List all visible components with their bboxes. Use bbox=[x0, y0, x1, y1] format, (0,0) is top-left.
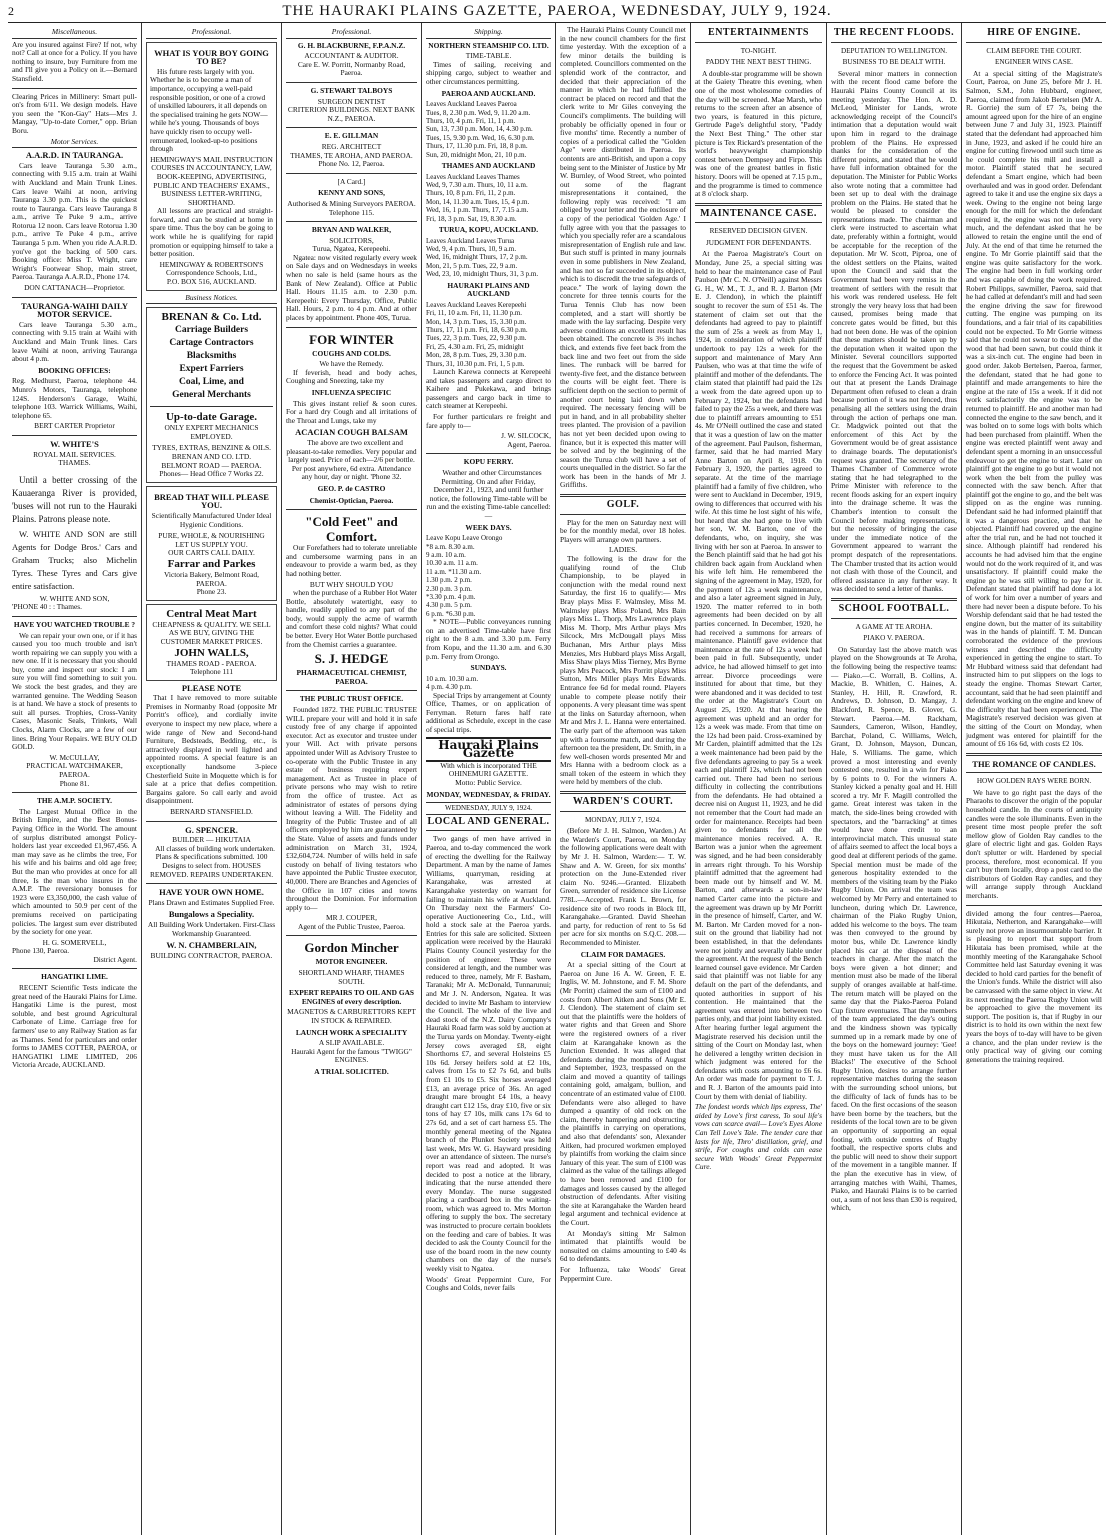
section-miscellaneous: Miscellaneous. bbox=[12, 28, 137, 39]
influenza-text: This gives instant relief & soon cures. For a hard dry Cough and all irritations of the Throat and Lungs, take my bbox=[286, 398, 417, 425]
gazette-subtitle: With which is incorporated THE OHINEMURI GAZETTE. bbox=[440, 760, 537, 779]
tk-row: Wed, 23, 10, midnight Thurs, 31, 3 p.m. bbox=[426, 270, 539, 279]
bryan-name: BRYAN AND WALKER, bbox=[311, 225, 392, 235]
bryan-text: Ngatea: now visited regularly every week on Sale days and on Wednesdays in weeks when no sale is held (same hours as the Bank of New Zealand). Office at Public Hall. Hours 11.15 a.m. to 2.30 p.m. Kerepeehi: Every Thursday, Office, Public Hall. Hours, 2 p.m. to 4 p.m. And at other places by appointment. Phone 40S, Turua. bbox=[286, 252, 417, 323]
millinery-ad: Clearing Prices in Millinery: Smart pull-on's from 6/11. We design models. Have you seen the "Kon-Gay" Hats—Mrs J. Mangay, "Up-to-date Corner," opp. Brian Boru. bbox=[12, 91, 137, 135]
castro-name: GEO. P. de CASTRO bbox=[317, 483, 386, 493]
tk-row: Wed, 16, midnight Thurs, 17, 2 p.m. bbox=[426, 253, 528, 262]
cold-feet-text-2: when the purchase of a Rubber Hot Water Bottle, absolutely watertight, easy to handle, readily applied to any part of the body, would supply the acme of warmth and comfort these cold nights? What could be better. Every Hot Water Bottle purchased from the Chemist carries a guarantee. bbox=[286, 588, 417, 649]
ta-row: Fri, 18, 3 p.m. Sat, 19, 8.30 a.m. bbox=[426, 214, 517, 223]
launch-text: Launch Karewa connects at Kerepeehi and takes passengers and cargo direct to Kaihere and Pukekawa, and brings passengers and cargo back in time to catch steamer at Kerepeehi. bbox=[426, 367, 551, 411]
talboys-role: SURGEON DENTIST bbox=[317, 96, 386, 106]
floods-title: THE RECENT FLOODS. bbox=[833, 27, 955, 38]
castro-role: Chemist-Optician, Paeroa. bbox=[309, 495, 394, 505]
warden-text: (Before Mr J. H. Salmon, Warden.) At the Warden's Court, Paeroa, on Monday the following applications were dealt with by Mr J. H. Salmon, Warden:— T. W. Shaw and A. W. Green, for six months' protection on the June-Extended river claim No. 9246.—Granted. Elizabeth Green, surrender of residence site License 778L.—Accepted. Frank L. Brown, for residence site of two roods in Block III, Karangahake.—Granted. David Sheehan and party, for reduction of rent to 5s 6d per acre for six months on S.Q.C. 208.—Recommended to Minister. bbox=[560, 826, 686, 947]
ta-row: Thurs, 10, 8 p.m. Fri, 11, 2 p.m. bbox=[426, 189, 516, 198]
hp-row: Fri, 25, 4.30 a.m. Fri, 25, midnight bbox=[426, 342, 524, 351]
white-subtitle: ROYAL MAIL SERVICES. bbox=[33, 449, 116, 459]
watch-phone: Phone 81. bbox=[59, 778, 90, 788]
hp-row: Thurs, 17, 11 p.m. Fri, 18, 6.30 p.m. bbox=[426, 326, 528, 335]
hp-row: Fri, 11, 10 a.m. Fri, 11, 11.30 p.m. bbox=[426, 309, 523, 318]
column-1 bbox=[8, 23, 142, 1535]
home-role: BUILDING CONTRACTOR, PAEROA. bbox=[150, 950, 273, 960]
garage-text: ONLY EXPERT MECHANICS EMPLOYED. bbox=[164, 423, 259, 441]
blackburne-address: Care E. W. Porritt, Normanby Road, Paeroa. bbox=[297, 59, 406, 78]
maintenance-judgment: JUDGMENT FOR DEFENDANTS. bbox=[705, 238, 812, 247]
winter-text: If feverish, head and body aches, Coughing and Sneezing, take my bbox=[286, 367, 417, 386]
masthead bbox=[0, 0, 1114, 22]
maintenance-subtitle: RESERVED DECISION GIVEN. bbox=[709, 227, 808, 236]
watch-role: PRACTICAL WATCHMAKER, PAEROA. bbox=[26, 761, 123, 779]
waihi-title: TAURANGA-WAIHI DAILY MOTOR SERVICE. bbox=[21, 300, 128, 320]
watch-text: We can repair your own one, or if it has caused you too much trouble and isn't worth repairing we can supply you with a new one. If it is necessary that you should buy, come and inspect our stock: I am sure you will find something to suit you. We stock the best grades, and they are warranted genuine. The Wedding Season is at hand. We have a stock of presents to suit all purses. Trophies, Cross-Vanity Cases, Masonic Seals, Trinkets, Wall Clocks, Alarm Clocks, are a few of our lines. Bring Your Repairs. WE BUY OLD GOLD. bbox=[12, 630, 137, 752]
hire-subtitle-2: ENGINEER WINS CASE. bbox=[995, 58, 1073, 67]
trust-agent: MR J. COUPER, bbox=[326, 913, 377, 923]
hp-row: Tues, 22, 3 p.m. Tues, 22, 9.30 p.m. bbox=[426, 334, 527, 343]
hp-row: Mon, 14, 3 p.m. Tues, 15, 3.30 p.m. bbox=[426, 317, 527, 326]
aard-text: Cars leave Tauranga 5.30 a.m., connecting with 9.15 a.m. train at Waihi with Auckland and Main Trunk Lines. Cars leave Waihi at noon, arriving Tauranga 3.30 p.m. This is the quickest route to Tauranga. Cars leave Tauranga 8 a.m., arrive Te Puke 9 a.m., arrive Rotorua 12 noon. Cars leave Rotorua 1.30 p.m., arrive Te Puke 4 p.m., arrive Tauranga 5 p.m. When you ride A.A.R.D. you've got the backing of 500 cars. Booking office: Miss T. Wright, care Wright's Footwear Shop, main street, Paeroa. Tauranga A.A.R.D., Phone 174. bbox=[12, 160, 137, 282]
silcock-name: J. W. SILCOCK, bbox=[501, 431, 551, 441]
kopu-sundays: SUNDAYS. bbox=[470, 663, 507, 673]
meat-address: THAMES ROAD - PAEROA. bbox=[166, 658, 257, 668]
gazette-nameplate: Hauraki Plains Gazette bbox=[426, 737, 551, 762]
farrar-address: Victoria Bakery, Belmont Road, bbox=[164, 569, 259, 579]
brenan-line-5: General Merchants bbox=[172, 390, 251, 401]
insurance-ad: Are you insured against Fire? If not, why not? Call at once for a Policy. If you have nothing to insure, buy Furniture from me and I'll give you a Policy on it.—Bernard Stansfield. bbox=[12, 39, 137, 83]
mincher-name: Gordon Mincher bbox=[304, 940, 399, 956]
steamship-text: Times of sailing, receiving and shipping cargo, subject to weather and other circumstances permitting. bbox=[426, 59, 551, 86]
kopu-head: Leave Kopu Leave Orongo bbox=[426, 534, 503, 543]
maintenance-text: At the Paeroa Magistrate's Court on Monday, June 25, a special sitting was held to hear the maintenance case of Paul Paulson (Mr C. N. O'Neill) against Messrs G. H., W. M., T. J., and R. J. Barton (Mr E. J. Clendon), in which the plaintiff sought to recover the sum of £51 4s. The statement of claim set out that the defendants had agreed to pay to plaintiff the sum of 25s a week as from May 1, 1924, in consideration of which plaintiff undertook to pay 12s a week for the support and maintenance of Mary Ann Paulsen, who was at that time the wife of plaintiff and mother of the defendants. The claim stated that plaintiff had paid the 12s a week from the date agreed upon up to February 2, 1924, but the defendants had failed to pay the 25s a week, and there was due to plaintiff arrears amounting to £51 4s. Mr O'Neill outlined the case and stated that it was a question of law on the matter of the agreement. Paul Paulson, fisherman, farmer, said that he had married Mary Anne Barton on April 8, 1918. On February 3, 1920, the parties agreed to separate. At the time of the marriage plaintiff had a family of five children, who were sent to Auckland in December, 1919, owing to differences that occurred with his wife. At this time he lost sight of his wife, but heard that she had gone to live with her son, W. M. Barton, one of the defendants, who, on inquiry, she was living with her son at Paeroa. In answer to the Bench plaintiff said that he had got his children back again from Auckland when his wife left him. He remembered the signing of the agreement in May, 1920, for the payment of 12s a week maintenance, and also a later agreement signed in July, 1920. The matter referred to in both agreements had been decided on by all parties concerned. In December, 1920, he had received a summons for arrears of maintenance. Plaintiff gave evidence that maintenance at the rate of 12s a week had been paid in full. Subsequently, under advice, he had allowed himself to get into arrear. Divorce proceedings were instituted for about that time, but they were abandoned and it was decided to test the order at the Magistrate's Court on August 25, 1920. At that hearing the agreement was upheld and an order for 12s a week was made. From that time on the 12s had been paid. Cross-examined by Mr Carden, plaintiff admitted that the 12s a week maintenance had been paid by the five defendants agreeing to pay 5s a week each and plaintiff 12s, which had not been carried out. There had been no serious difficulty in collecting the contributions from the defendants. He had obtained a decree nisi on August 11, 1923, and he did not remember that the Court had made an order for maintenance. Receipts had been given to defendants for all the maintenance monies received. A. R. Barton was a junior when the agreement was signed, and he had been considerably in arrears right through. To his Worship plaintiff admitted that the agreement had been made out by himself and W. M. Barton, and afterwards a son-in-law named Carter came into the picture and the agreement was drawn up by Mr Porritt in the presence of himself, Carter, and W. M. Barton. Mr Carden moved for a non-suit on the ground that liability had not been established, in that the defendants were not jointly and severally liable under the agreement. At the request of the Bench learned counsel gave evidence. Mr Carden said that plaintiff was not liable for any default on the part of the defendants, and quoted authorities in support of his contention. He maintained that the agreement was entered into between two parties only, and that joint liability existed. After hearing further legal argument the Magistrate reserved his decision until the sitting of the Court on Monday last, when he delivered a lengthy written decision in which judgment was entered for the defendants with costs amounting to £6 6s. An order was made for payment to T. J. and R. J. Barton of the amounts paid into Court by them with denial of liability. bbox=[695, 249, 822, 1101]
woods-ad: Woods' Great Peppermint Cure, For Coughs and Colds, never fails bbox=[426, 1274, 551, 1293]
influenza-ad: For Influenza, take Woods' Great Peppermint Cure. bbox=[560, 1264, 686, 1283]
ta-head: Leaves Auckland Leaves Thames bbox=[426, 172, 520, 181]
golf-title: GOLF. bbox=[606, 499, 640, 511]
kopu-title: KOPU FERRY. bbox=[463, 457, 514, 467]
influenza-specific: INFLUENZA SPECIFIC bbox=[311, 388, 392, 397]
bread-text: Scientifically Manufactured Under Ideal Hygienic Conditions. bbox=[151, 510, 272, 529]
boy-text-2: All lessons are practical and straight-forward, and can be studied at home in spare time. Thus the boy can be going to work while he is qualifying for rapid promotion or equipping himself to take a better position. bbox=[150, 206, 273, 259]
boy-address: P.O. BOX 516, AUCKLAND. bbox=[166, 277, 257, 287]
claim-title: CLAIM FOR DAMAGES. bbox=[580, 949, 666, 959]
cough-balsam: ACACIAN COUGH BALSAM bbox=[295, 427, 408, 438]
entertainments-paddy: PADDY THE NEXT BEST THING. bbox=[705, 58, 812, 67]
amp-title: THE A.M.P. SOCIETY. bbox=[36, 796, 113, 806]
mincher-text: EXPERT REPAIRS TO OIL AND GAS ENGINES of every description. bbox=[288, 988, 415, 1006]
bryan-role: SOLICITORS, bbox=[329, 235, 374, 245]
home-title: HAVE YOUR OWN HOME. bbox=[159, 887, 264, 898]
entertainments-title: ENTERTAINMENTS bbox=[708, 27, 809, 38]
kopu-row: 9 a.m. 10 a.m. bbox=[426, 551, 466, 559]
farrar-phone: Phone 23. bbox=[196, 587, 227, 597]
section-business: Business Notices. bbox=[146, 294, 277, 305]
ta-row: Wed, 9, 7.30 a.m. Thurs, 10, 11 a.m. bbox=[426, 181, 528, 189]
brenan-line-0: Carriage Builders bbox=[174, 325, 249, 336]
section-motor-services: Motor Services. bbox=[12, 138, 137, 149]
newspaper-columns bbox=[8, 22, 1106, 1535]
winter-subtitle: COUGHS AND COLDS. bbox=[312, 348, 391, 358]
kopu-row: 10.30 a.m. 11 a.m. bbox=[426, 559, 478, 568]
silcock-role: Agent, Paeroa. bbox=[507, 439, 551, 449]
brenan-name: BRENAN & Co. Ltd. bbox=[161, 311, 262, 324]
kopu-note: * NOTE—Public conveyances running on an advertised Time-table have first right to the 8 a.m. and 3.30 p.m. Ferry from Kopu, and the 11.30 a.m. and 6.30 p.m. Ferry from Orongo. bbox=[426, 617, 551, 661]
gillman-phone: Phone No. 12, Paeroa. bbox=[318, 159, 385, 169]
gillman-role: REG. ARCHITECT bbox=[321, 141, 382, 151]
kopu-row: 4.30 p.m. 5 p.m. bbox=[426, 601, 472, 610]
lime-text: RECENT Scientific Tests indicate the great need of the Hauraki Plains for Lime. Hangatiki Lime is the purest, most soluble, and best ground Agricultural Carbonate of Lime. Carriage free for farmers' use to any Railway Station as far as Thames. Send for particulars and order forms to JAMES COTTER, PAEROA, or HANGATIKI LIME LIMITED, 206 Victoria Arcade, AUCKLAND. bbox=[12, 983, 137, 1070]
bread-carts: OUR CARTS CALL DAILY. bbox=[168, 548, 255, 558]
boy-firm-2: Correspondence Schools, Ltd., bbox=[166, 268, 257, 278]
football-text: On Saturday last the above match was played on the Showgrounds at Te Aroha, the following being the respective teams:— Piako.—C. Worrall, B. Collins, A. Mackie, B. Whitlen, C. Haines, A. Stanley, H. Hill, R. Crawford, R. Andrews, D. Johnson, D. Mangay, J. Blackford, R. Spence, B. Glover, G. Stewart. Paeroa.—M. Rackham, Saunders, Cameron, Wilson, Handley, Barchat, Poland, C. Williams, Welch, Grant, D. Johnson, Mayson, Duncan, Hale, S. Williams. The game, which proved a most interesting and evenly contested one, resulted in a win for Piako by 6 points to 0. For the winners A. Stanley kicked a penalty goal and H. Hill scored a try. Mr F. Magill controlled the game. Great interest was taken in the match, the side-lines being crowded with spectators, and the "barracking" at times would have done credit to an interprovincial match. This unusual state of affairs seemed to affect the local boys a good deal at different periods of the game. Special mention must be made of the generous hospitality extended to the members of the visiting team by the Piako Rugby Union. On arrival the team was welcomed by Mr Perry and entertained to luncheon, during which Dr. Lawrence, chairman of the Piako Rugby Union, added his welcome to the boys. The team was then conveyed to the ground by motor bus, while Dr. Lawrence kindly placed his car at the disposal of the teachers in charge. After the match the boys were given a hot dinner; and mention must also be made of the liberal supply of oranges available at half-time. The return match will be played on the same day that the Piako-Paeroa Poland Cup fixture eventuates. That the members of the team appreciated the day's outing and the kindness shown was typically summed up in a remark made by one of the boys on the homeward journey: 'Gee! they must have taken us for the All Blacks!' The executive of the School Rugby Union, desires to arrange further representative matches during the season with the surrounding school unions, but the difficulty of lack of funds has to be faced. On the first occasions of the season have been borne by the teachers, but the residents of the local town are to be given an opportunity of supporting an equal footing, with outside centres of Rugby football, the respective sports clubs and the public will need to show their support of the movement in a tangible manner. If the plan the executive has in view, of arranging matches with Waihi, Thames, Piako, and Hauraki Plains is to be carried out, a sum of not less than £30 is required, which, bbox=[831, 644, 957, 1213]
kopu-row: *8 a.m. 8.30 a.m. bbox=[426, 542, 475, 551]
bread-title: BREAD THAT WILL PLEASE YOU. bbox=[154, 491, 269, 511]
garage-title: Up-to-date Garage. bbox=[165, 411, 258, 424]
ta-title: THAMES AND AUCKLAND bbox=[441, 161, 536, 170]
column-4 bbox=[422, 23, 556, 1535]
garage-road: BELMONT ROAD — PAEROA. bbox=[161, 460, 262, 470]
home-work: All Building Work Undertaken. First-Class Workmanship Guaranteed. bbox=[147, 919, 276, 938]
spencer-text: All classes of building work undertaken. Plans & specifications submitted. 100 Designs to select from. HOUSES REMOVED. REPAIRS UNDERTAKEN. bbox=[149, 843, 275, 879]
boy-text: His future rests largely with you. Whether he is to become a man of importance, occupying a well-paid responsible position, or one of a crowd of unskilled labourers, it all depends on the specialised training he gets NOW—while he's young. Thousands of boys have quickly risen to occupy well-remunerated, looked-up-to positions through bbox=[150, 66, 268, 154]
white-son: W. WHITE AND SON, bbox=[39, 593, 110, 603]
pa-title: PAEROA AND AUCKLAND. bbox=[441, 88, 536, 98]
boy-title: WHAT IS YOUR BOY GOING TO BE? bbox=[154, 47, 269, 67]
ta-row: Mon, 14, 11.30 a.m. Tues, 15, 4 p.m. bbox=[426, 197, 530, 206]
masthead-title: THE HAURAKI PLAINS GAZETTE, PAEROA, WEDNESDAY, JULY 9, 1924. bbox=[282, 3, 832, 19]
local-general-title: LOCAL AND GENERAL. bbox=[427, 815, 550, 827]
cold-feet-title: "Cold Feet" and Comfort. bbox=[305, 514, 398, 545]
trust-agent-role: Agent of the Public Trustee, Paeroa. bbox=[298, 921, 405, 931]
hp-row: Thurs, 31, 10.30 p.m. Fri, 1, 5 p.m. bbox=[426, 359, 525, 368]
claim-text: At a special sitting of the Court at Paeroa on June 16 A. W. Green, F. E. Inglis, W. M. Johnstone, and F. M. Shore (Mr Porritt) claimed the sum of £100 and costs from Albert Aitken and Sons (Mr E. J. Clendon). The statement of claim set out that the plaintiffs were the holders of water rights and that Green and Shore were the registered owners of a river claim at Karangahake known as the Junction Extended. It was alleged that defendants during the months of August and September, 1923, trespassed on the claim and moved a quantity of tailings containing gold, amalgam, bullion, and concentrate of an estimated value of £100. Defendants were also alleged to have dumped a quantity of old rock on the claim, thereby hampering and obstructing the plaintiffs in carrying on operations, and also that defendants' son, Alexander Aitken, had procured workmen employed by plaintiffs from working the claim since January of this year. The sum of £100 was claimed as the value of the tailings alleged to have been removed and £100 for damages and losses caused by the alleged obstruction of defendants. After visiting the site at Karangahake the Warden heard legal argument and technical evidence at the Court. bbox=[560, 960, 686, 1227]
trust-text: Founded 1872. THE PUBLIC TRUSTEE WILL prepare your will and hold it in safe custody free of any charge if appointed executor. Act as executor and trustee under your Will. Act with private persons appointed under Will as Advisory Trustee to co-operate with the Public Trustee in any estate of business requiring expert management. Act as Trustee in place of private persons who may wish to retire from the office of trustee. Act as administrator of estates of persons dying without leaving a Will. The Fidelity and Integrity of the Public Trustee and of all officers employed by him are guaranteed by the State. Value of assets and funds under administration on March 31, 1924, £32,604,724. Number of wills held in safe custody on behalf of living testators who have appointed the Public Trustee executor, 40,000. There are Branches and Agencies of the Office in 107 cities and towns throughout the Dominion. For information apply to— bbox=[286, 705, 417, 912]
steamship-title: NORTHERN STEAMSHIP CO. LTD. bbox=[428, 40, 549, 50]
column-3 bbox=[282, 23, 422, 1535]
candles-subtitle: HOW GOLDEN RAYS WERE BORN. bbox=[976, 777, 1092, 786]
boy-firm: HEMINGWAY & ROBERTSON'S bbox=[159, 259, 264, 269]
column-7 bbox=[827, 23, 962, 1535]
gazette-days: MONDAY, WEDNESDAY, & FRIDAY. bbox=[426, 789, 551, 799]
meat-title: Central Meat Mart bbox=[166, 607, 257, 620]
hp-row: Mon, 28, 8 p.m. Tues, 29, 3.30 p.m. bbox=[426, 351, 527, 360]
golf-text-2: The following is the draw for the qualifying round of the Club Championship, to be played in conjunction with the medal round next Saturday, the first 16 to qualify:— Mrs Bray plays Miss F. Walmsley, Miss M. Walmsley plays Miss Poland, Mrs Bain plays Miss L. Thorp, Mrs Lawrence plays Miss M. Thorp, Mrs Arthur plays Mrs Silcock, Mrs McDougall plays Miss Buchanan, Mrs Arthur plays Miss Menzies, Mrs Hubbard plays Miss Argall, Miss Shaw plays Miss Tierney, Mrs Byrne plays Mrs Peacock, Mrs Porritt plays Miss Sutton, Mrs Miller plays Mrs Edwards. Entrance fee 6d for medal round. Players unable to compete please notify their opponents. A very pleasant time was spent at the links on Saturday afternoon, when Mr and Mrs J. L. Hanna were entertained. The early part of the afternoon was taken up with a foursome match, and during the afternoon tea the president, Dr. Smith, in a few well-chosen words presented Mr and Mrs Hanna with a bedroom clock as a small token of the esteem in which they were held by members of the club. bbox=[560, 554, 686, 787]
notice-name: BERNARD STANSFIELD. bbox=[170, 807, 253, 816]
brenan-line-2: Blacksmiths bbox=[186, 351, 237, 362]
boy-courses: HEMINGWAY'S MAIL INSTRUCTION COURSES IN ACCOUNTANCY, LAW, BOOK-KEEPING, ADVERTISING, PUBLIC AND TEACHERS' EXAMS., BUSINESS LETTER-WRITING, SHORTHAND. bbox=[150, 154, 273, 207]
meat-phone: Telephone 111 bbox=[189, 667, 234, 677]
garage-firm: BRENAN AND CO. LTD. bbox=[171, 452, 252, 461]
garage-items: TYRES, EXTRAS, BENZINE & OILS. bbox=[152, 443, 271, 453]
kopu-row: 6 p.m. *6.30 p.m. bbox=[426, 609, 476, 618]
aard-proprietor: DON CATTANACH—Proprietor. bbox=[24, 283, 125, 293]
winter-title: FOR WINTER bbox=[309, 331, 394, 347]
bryan-address: Turua, Ngatea, Kerepeehi. bbox=[312, 244, 391, 254]
notice-title: PLEASE NOTE bbox=[181, 682, 242, 693]
mincher-trial: A TRIAL SOLICITED. bbox=[314, 1067, 389, 1076]
kenny-name: KENNY AND SONS, bbox=[318, 188, 385, 198]
golf-text: Play for the men on Saturday next will be for the monthly medal, over 18 holes. Players will arrange own partners. bbox=[560, 517, 686, 544]
football-continued: divided among the four centres—Paeroa, Hikutaia, Netherton, and Karangahake—will surely not prove an insurmountable barrier. It is pleasing to report that support from Hikutaia has been promised, while at the monthly meeting of the Karangahake School Committee held last Saturday evening it was decided to hold card parties for the benefit of the Union's funds. While the district will also be canvassed with the same object in view. At its next meeting the Paeroa Rugby Union will be approached to give the movement its support. The position is, that if Rugby in our district is to hold its own within the next few years the boys of to-day will have to be given a chance, and the plan under review is the only practical way of giving our coming generations the training required. bbox=[966, 908, 1102, 1064]
football-subtitle-2: PIAKO V. PAEROA. bbox=[863, 634, 925, 643]
white-phone: 'PHONE 40 : : Thames. bbox=[12, 602, 82, 612]
candles-text: We have to go right past the days of the Pharaohs to discover the origin of the popular household candle. In the courts of antiquity candles were the sole illuminants. Even in the present time most people prefer the soft mellow glow of Golden Ray candles to the glare of electric light and gas. Golden Rays don't splutter or wilt. Hardened by special process, therefore, most economical. If you can't buy them locally, drop a post card to the distributors of Golden Ray candles, and they will arrange supply through Auckland merchants. bbox=[966, 787, 1102, 900]
kopu-weekdays: WEEK DAYS. bbox=[465, 522, 512, 532]
aard-title: A.A.R.D. IN TAURANGA. bbox=[25, 150, 124, 161]
bread-ad bbox=[146, 486, 277, 601]
candles-title: THE ROMANCE OF CANDLES. bbox=[972, 758, 1096, 769]
page-number: 2 bbox=[8, 4, 15, 18]
pa-row: Tues, 15, 9.30 p.m. Wed, 16, 6.30 p.m. bbox=[426, 133, 535, 142]
blackburne-name: G. H. BLACKBURNE, F.P.A.N.Z. bbox=[297, 40, 406, 50]
mincher-address: SHORTLAND WHARF, THAMES SOUTH. bbox=[298, 968, 405, 986]
column-6 bbox=[691, 23, 827, 1535]
hire-subtitle: CLAIM BEFORE THE COURT. bbox=[986, 46, 1082, 55]
garage-phones: Phones— Head Office 7 Works 22. bbox=[159, 469, 264, 479]
gillman-address: THAMES, TE AROHA, AND PAEROA. bbox=[290, 150, 413, 160]
floods-text: Several minor matters in connection with the recent flood came before the Hauraki Plains County Council at its meeting yesterday. The Hon. A. D. McLeod, Minister for Lands, wrote acknowledging receipt of the Council's intimation that a deputation would wait upon him in regard to the drainage problem of the Plains. He expressed thanks for the consideration of the different points, and stated that he would have full information obtained for the deputation. The Minister for Public Works also wrote noting that a committee had been set up to deal with the drainage problem on the Plains. He stated that he would be pleased to consider the representations made. The chairman and clerk were instructed to ascertain what date, preferably within a fortnight, would be acceptable for the reception of the deputation. Mr W. Scott, Piproa, one of the oldest settlers on the Plains, waited upon the Council and said that the Government had been very remiss in the treatment of settlers with the result that his work was rendered useless. He felt strongly the very heavy loss that had been caused, promises being made that concrete gates would be fitted, but this had not been done. He was of the opinion that these matters should be taken up by the deputation when it waited upon the Minister. Several councillors supported the request that the Government be asked to enforce the Fencing Act. It was pointed out that at present the Lands Drainage Department often refused to clean a drain because portion of it was not fenced, thus penalising all the settlers using the drain through the action of perhaps one man. Cr. Madgwick pointed out that the enforcement of this Act by the Government would be of great assistance to drainage boards. The deputationist's request was granted. The secretary of the Thames Chamber of Commerce wrote stating that he had telegraphed to the Prime Minister with reference to the recent floods asking for an expert inquiry into the drainage scheme. It was the Chamber's intention to consult the Council before making representations, but the necessity of bringing the case under the immediate notice of the Government appeared to warrant the prompt despatch of the representations. The Chamber trusted that its action would not clash with those of the Council, and offered assistance in any further way. It was decided to send a letter of thanks. bbox=[831, 68, 957, 594]
amp-phone: Phone 130, Paeroa. bbox=[12, 946, 70, 956]
watch-title: HAVE YOU WATCHED TROUBLE ? bbox=[13, 619, 136, 629]
local-general-text: Two gangs of men have arrived in Paeroa, and to-day commenced the work of erecting the dwelling for the Railway Department. A man by the name of James Williams, quarryman, residing at Karangahake, was arrested at Karangahake yesterday on warrant for failing to maintain his wife at Auckland. On Thursday next the Farmers' Co-operative Auctioneering Co., Ltd., will hold a stock sale at the Paeroa yards. Entries for this sale are solicited. Sixteen application were received by the Hauraki Plains County Council yesterday for the position of engineer. These were considered at length, and the number was reduced to three, namely, Mr F. Basham, Taranaki; Mr A. McDonald, Tunnarunui; and Mr J. N. Anderson, Ngatea. It was decided to invite Mr Basham to interview the Council. The whole of the live and dead stock of the N.Z. Dairy Company's Hauraki Road farm was sold by auction at the Turua yards on Monday. Twenty-eight Jersey cows averaged £8, eight Shorthorns £7, and several Holsteins £5 10s 6d. Jersey heifers sold at £2 10s, calves from 15s to £2 7s 6d, and bulls from £1 10s to £5. Six horses averaged £13, an average price of 36s. An aged draught mare brought £4 10s, a heavy draught cart £12 15s, dray £10, five or six tons of hay £7 10s, milk cans 17s 6d to 27s 6d, and a set of cart harness £5. The monthly general meeting of the Ngatea branch of the Plunket Society was held last week, Mrs W. G. Hayward presiding over an attendance of sixteen. The nurse's report was read and adopted. It was decided to post a notice at the library, indicating that the nurse attended there every Monday. The nurse suggested placing a cardboard box in the waiting-room, which was agreed to. Mrs Morton offering to supply the box. The secretary was instructed to procure certain booklets on the feeding and care of babies. It was decided to ask the County Council for the use of the board room in the new county chambers on the day of the nurse's weekly visit to Ngatea. bbox=[426, 834, 551, 1274]
hedge-role: PHARMACEUTICAL CHEMIST, PAEROA. bbox=[296, 668, 407, 686]
column-2 bbox=[142, 23, 282, 1535]
brenan-line-1: Cartage Contractors bbox=[169, 338, 254, 349]
white-agents: W. WHITE AND SON are still Agents for Dodge Bros.' Cars and Graham Trucks; also Michelin Tyres. These Tyres and Cars give entire satisfaction. bbox=[12, 528, 137, 591]
column-8 bbox=[962, 23, 1106, 1535]
home-bungalows: Bungalows a Speciality. bbox=[168, 909, 255, 920]
home-text: Plans Drawn and Estimates Supplied Free. bbox=[148, 897, 275, 907]
blackburne-role: ACCOUNTANT & AUDITOR. bbox=[304, 51, 399, 61]
ta-row: Wed, 16, 1 p.m. Thurs, 17, 7.15 a.m. bbox=[426, 206, 529, 215]
council-text: The Hauraki Plains County Council met in the new council chambers for the first time yesterday. With the exception of a few minor details the building is completed. Councillors commented on the splendid work of the contractor, and decided that their appreciation of the manner in which he had fulfilled the contract be placed on record and that the clerk write to Mr Giles conveying the Council's compliments. The building will probably be officially opened in four or five months' time. Recently a number of copies of a periodical called the "Golden Age" were distributed in Paeroa. Its contents are anti-British, and upon a copy being sent to the Minister of Justice by Mr W. Burnley, of Wood Street, who pointed out some of the flagrant misrepresentations it contained, the following reply was received: "I am obliged by your letter and the enclosure of a copy of the periodical 'Golden Age.' I fully agree with you that the passages to which you specially refer are a scandalous misrepresentation of English rule and law. But such stuff is printed in many journals even in some publishers in New Zealand, and has not so far succeeded in its object, which is to discredit the true safeguards of peace." The work of laying down the concrete for three tennis courts for the Turua Tennis Club has now been completed, and a start will shortly be made with the lay surfacing. Despite very adverse conditions an excellent result has been obtained. The concrete is 3½ inches thick, and extends five feet back from the back line and two feet out from the side lines. The runback will be barred for twenty-five feet, and the distance between the courts will be eight feet. There is sufficient depth on the section to permit of another court being laid down when required. The necessary fencing will be put in hand, and in all probability shelter trees planted. The provision of a pavilion has not yet been decided upon owing to finance, but it is expected this matter will be solved and by the beginning of the season the Turua club will have a set of courts unequalled in the district. So far the work has been in the hands of Mr J. Griffiths. bbox=[560, 25, 686, 490]
gazette-date: WEDNESDAY, JULY 9, 1924. bbox=[426, 802, 551, 815]
brenan-ad bbox=[146, 307, 277, 483]
football-subtitle: A GAME AT TE AROHA. bbox=[855, 622, 933, 631]
winter-remedy: We have the Remedy. bbox=[319, 359, 384, 369]
cold-feet-why: BUT WHY SHOULD YOU bbox=[309, 579, 394, 589]
hedge-name: S. J. HEDGE bbox=[314, 651, 389, 667]
farrar-title: Farrar and Parkes bbox=[167, 557, 256, 570]
talboys-name: G. STEWART TALBOYS bbox=[310, 85, 393, 95]
floods-subtitle-2: BUSINESS TO BE DEALT WITH. bbox=[842, 58, 946, 67]
hp-head: Leaves Auckland Leaves Kerepeehi bbox=[426, 300, 527, 309]
booking-text: Reg. Medhurst, Paeroa, telephone 44. Munro's Motors, Tauranga, telephone 124S. Henderson's Garage, Waihi, telephone 103. Warrick Williams, Waihi, telephone 65. bbox=[12, 376, 137, 420]
kenny-role: Authorised & Mining Surveyors PAEROA. bbox=[287, 198, 416, 208]
kopu-sun-row: 10 a.m. 10.30 a.m. bbox=[426, 674, 479, 683]
section-professional: Professional. bbox=[146, 28, 277, 39]
tk-title: TURUA, KOPU, AUCKLAND. bbox=[438, 225, 539, 235]
spencer-role: BUILDER — HIKUTAIA bbox=[172, 835, 251, 845]
floods-subtitle: DEPUTATION TO WELLINGTON. bbox=[840, 46, 948, 55]
booking-proprietor: BERT CARTER Proprietor bbox=[34, 421, 115, 431]
section-shipping: Shipping. bbox=[426, 28, 551, 39]
bread-let: LET US SUPPLY YOU. bbox=[175, 539, 248, 549]
kopu-row: 11 a.m. *11.30 a.m. bbox=[426, 567, 482, 576]
gazette-motto: Motto: Public Service. bbox=[455, 777, 522, 787]
kenny-phone: Telephone 115. bbox=[328, 207, 375, 217]
kopu-text: Weather and other Circumstances Permitting. On and after Friday, December 21, 1923, and until further notice, the following Time-table will be run and the existing Time-table cancelled:— bbox=[426, 468, 551, 520]
tk-row: Mon, 21, 5 p.m. Tues, 22, 9 a.m. bbox=[426, 261, 518, 270]
mincher-magnetos: MAGNETOS & CARBURETTORS KEPT IN STOCK & REPAIRED. bbox=[287, 1007, 416, 1026]
steamship-subtitle: TIME-TABLE. bbox=[465, 51, 512, 61]
white-place: THAMES. bbox=[58, 458, 91, 468]
tk-row: Wed, 9, 4 p.m. Thurs, 10, 9 a.m. bbox=[426, 245, 517, 254]
gillman-name: E. E. GILLMAN bbox=[324, 131, 379, 141]
mincher-launch: LAUNCH WORK A SPECIALITY bbox=[295, 1027, 408, 1037]
booking-title: BOOKING OFFICES: bbox=[38, 365, 111, 375]
warden-date: MONDAY, JULY 7, 1924. bbox=[584, 815, 662, 824]
kopu-row: *3.30 p.m. 4 p.m. bbox=[426, 593, 476, 602]
pa-row: Sun, 20, midnight Mon, 21, 10 p.m. bbox=[426, 150, 527, 159]
amp-name: H. G. SOMERVELL, bbox=[42, 937, 107, 947]
amp-text: The Largest Mutual Office in the British Empire, and the Best Bonus-Paying Office in the World. The amount of surplus distributed amongst Policy-holders last year exceeded £1,967,456. A man may save as he climbs the tree, For his wife and his bairns and old age free; But the man who provides at once for all three, Is the man who insures in the A.M.P. The reversionary bonuses for 1923 were £3,350,000, the cash value of which amounted to 50.9 per cent of the premiums received on participating policies. The largest sum ever distributed by the society for one year. bbox=[12, 806, 137, 937]
meat-name: JOHN WALLS, bbox=[174, 646, 249, 659]
amp-role: District Agent. bbox=[93, 954, 137, 964]
warden-title: WARDEN'S COURT. bbox=[572, 796, 674, 808]
home-name: W. N. CHAMBERLAIN, bbox=[166, 940, 257, 951]
kenny-card: [A Card.] bbox=[337, 176, 366, 186]
pa-row: Thurs, 17, 11.30 p.m. Fri, 18, 8 p.m. bbox=[426, 142, 528, 151]
golf-ladies: LADIES. bbox=[608, 545, 638, 555]
watch-name: W. McCULLAY, bbox=[49, 752, 100, 762]
cold-feet-text: Our Forefathers had to tolerate unreliable and cumbersome warming pans in an endeavour to provide a warm bed, as they had nothing better. bbox=[286, 543, 417, 578]
lime-title: HANGATIKI LIME. bbox=[41, 972, 108, 982]
farrar-place: PAEROA. bbox=[196, 578, 227, 588]
hp-title: HAURAKI PLAINS AND AUCKLAND bbox=[447, 280, 530, 299]
mincher-slip: A SLIP AVAILABLE. bbox=[318, 1038, 385, 1048]
white-title: W. WHITE'S bbox=[50, 438, 99, 449]
boy-ad bbox=[146, 42, 277, 291]
pa-row: Sun, 13, 7.30 p.m. Mon, 14, 4.30 p.m. bbox=[426, 125, 533, 134]
bread-pure: PURE, WHOLE, & NOURISHING bbox=[158, 531, 265, 541]
pa-row: Tues, 8, 2.30 p.m. Wed, 9, 11.20 a.m. bbox=[426, 108, 531, 117]
kopu-special: Special Trips by arrangement at County Office, Thames, or on application of Ferryman. Return fares half rate additional as Schedule, except in the case of special trips. bbox=[426, 690, 551, 734]
pa-row: Thurs, 10, 4 p.m. Fri, 11, 1 p.m. bbox=[426, 116, 516, 125]
column-5 bbox=[556, 23, 691, 1535]
entertainments-subtitle: TO-NIGHT. bbox=[740, 46, 777, 55]
brenan-line-4: Coal, Lime, and bbox=[179, 377, 244, 388]
tk-head: Leaves Auckland Leaves Turua bbox=[426, 236, 515, 245]
peppermint-verse: The fondest words which lips express, The' aided by Love's first caress, To soul life's vows can scarce avail— Love's Eyes Alone Can Tell Love's Tale. The tender care that lasts for life, Thro' distillation, grief, and strife, For coughs and colds can ease secure With Woods' Great Peppermint Cure. bbox=[695, 1102, 822, 1172]
notice-text: That I have removed to more suitable Premises in Normanby Road (opposite Mr Porritt's office), and cordially invite everyone to inspect my new place, where a wide range of New and Second-hand Furniture, Bedsteads, Bedding, etc., is attractively displayed in well lighted and appointed rooms. A special feature is an exceptionally handsome 3-piece Chesterfield Suite in Moquette which is for sale at a price that defies competition. Bargains galore. So call early and avoid disappointment. bbox=[146, 693, 277, 806]
further-text: For further particulars re freight and fare apply to— bbox=[426, 412, 551, 430]
hire-text: At a special sitting of the Magistrate's Court, Paeroa, on June 25, before Mr J. H. Salmon, S.M., John Hubbard, engineer, Paeroa, claimed from Jakob Bertelsen (Mr A. R. Gorrie) the sum of £7 7s, being the amount agreed upon for the hire of an engine between June 7 and July 31, 1923. Plaintiff stated that the defendant had approached him in June, 1923, and asked if he could hire an engine for cutting firewood until such time as he could complete his mill and install a motor. Plaintiff stated that he secured defendant a Smart engine, which had been overhauled and was in good order. Defendant agreed to take it and use the engine six days a week. Owing to the engine not being large enough for the mill for which the defendant required it, the engine was not in use very much, and the defendant asked that he be allowed to retain the engine until the end of July. At the end of that time he returned the engine. To Mr Gorrie plaintiff said that the engine was quite satisfactory for the work. The engine had been in full working order and was capable of doing the work required. Robert Philipps, sawmiller, Paeroa, said that he had called at defendant's mill and had seen the engine driving the saw for firewood cutting. The engine was pumping on its foundations, and a fair trial of its capabilities could not be expected. To Mr Gorrie witness said that he could not swear to the size of the wood that had been sawn, but could think it was a six-inch cut. The engine had been in good order. Jakob Bertelsen, Paeroa, farmer, the defendant, stated that he had gone to plaintiff and made arrangements to hire the engine at the rate of 15s a week. If it did not work satisfactorily the engine was to be returned to plaintiff. He and another man had connected the engine to the saw bench, and it was bolted on to some logs with bolts which had been purchased from plaintiff. When the engine was erected plaintiff went away and defendant spent a morning in an unsuccessful endeavour to get the engine to start. Later on plaintiff got the engine to go but it would not work when the belt from the pulley was connected with the saw bench. After that plaintiff got the engine to go, and the belt was slipped on as the engine was running. Defendant said he had informed plaintiff that it was a dangerous practice, and that he objected. Plaintiff had covered up the engine after the trial run, and he had not touched it since. Although plaintiff had rendered his accounts he had advised him that the engine would not do the work required of it, and was unsatisfactory. If plaintiff could make the engine go he was still willing to pay for it. Defendant stated that plaintiff had done a lot of work for him over a number of years and there had never been a dispute before. To his Worship defendant said that he had tested the engine down, but the matter of its suitability was in the hands of plaintiff. T. M. Duncan corroborated the evidence of the previous witness and described the difficulty experienced in getting the engine to start. To Mr Hubbard witness said that defendant had instructed him to put slippers on the logs to steady the engine. Thomas Stewart Carter, accountant, said that he had seen plaintiff and defendant working on the engine and knew of the difficulty that had been experienced. The Magistrate's reserved decision was given at the sitting of the Court on Monday, when judgment was entered for plaintiff for the amount of £6 16s 6d, with costs £2 10s. bbox=[966, 68, 1102, 749]
talboys-address: CRITERION BUILDINGS. NEXT BANK N.Z., PAEROA. bbox=[287, 105, 416, 123]
trust-title: THE PUBLIC TRUST OFFICE. bbox=[299, 694, 404, 704]
balsam-text: The above are two excellent and pleasant-to-take remedies. Very popular and largely used. Price of each—2/6 per bottle. Per post anywhere, 6d extra. Attendance any hour, day or night. 'Phone 32. bbox=[286, 437, 417, 482]
mincher-agent: Hauraki Agent for the famous "TWIGG" ENGINES. bbox=[291, 1046, 412, 1065]
section-professional-2: Professional. bbox=[286, 28, 417, 39]
spencer-name: G. SPENCER. bbox=[185, 824, 238, 835]
meat-sub: CHEAPNESS & QUALITY. WE SELL AS WE BUY, GIVING THE CUSTOMER MARKET PRICES. bbox=[152, 619, 271, 646]
warden-text-2: At Monday's sitting Mr Salmon intimated that plaintiffs would be nonsuited on claims amounting to £40 4s 6d to defendants. bbox=[560, 1228, 686, 1264]
meat-ad bbox=[146, 604, 277, 681]
mincher-role: MOTOR ENGINEER. bbox=[315, 957, 388, 967]
kopu-row: 1.30 p.m. 2 p.m. bbox=[426, 576, 472, 585]
pa-head: Leaves Auckland Leaves Paeroa bbox=[426, 100, 517, 109]
hire-title: HIRE OF ENGINE. bbox=[987, 27, 1081, 38]
maintenance-title: MAINTENANCE CASE. bbox=[700, 207, 817, 219]
brenan-line-3: Expert Farriers bbox=[179, 364, 244, 375]
waihi-text: Cars leave Tauranga 5.30 a.m., connecting with 9.15 train at Waihi with Auckland and Main Trunk lines. Cars leave Waihi at noon, arriving Tauranga about 4 p.m. bbox=[12, 319, 137, 364]
kopu-sun-row: 4 p.m. 4.30 p.m. bbox=[426, 683, 472, 692]
kopu-row: 2.30 p.m. 3 p.m. bbox=[426, 584, 472, 593]
football-title: SCHOOL FOOTBALL. bbox=[838, 603, 950, 614]
entertainments-text: A double-star programme will be shown at the Gaiety Theatre this evening, when one of the most wholesome comedies of the day will be screened. Mae Marsh, who returns to the screen after an absence of two years, is featured in this picture, Gertrude Page's delightful story, "Paddy the Next Best Thing." The other star picture is Tex Rickard's presentation of the world's heavyweight championship contest between Dempsey and Firpo. This was one of the greatest battles in fistic history. Doors will be opened at 7.15 p.m., and the programme is timed to commence at 8 o'clock sharp. bbox=[695, 68, 822, 199]
white-text: Until a better crossing of the Kauaeranga River is provided, 'buses will not run to the Hauraki Plains. Patrons please note. bbox=[12, 474, 137, 524]
